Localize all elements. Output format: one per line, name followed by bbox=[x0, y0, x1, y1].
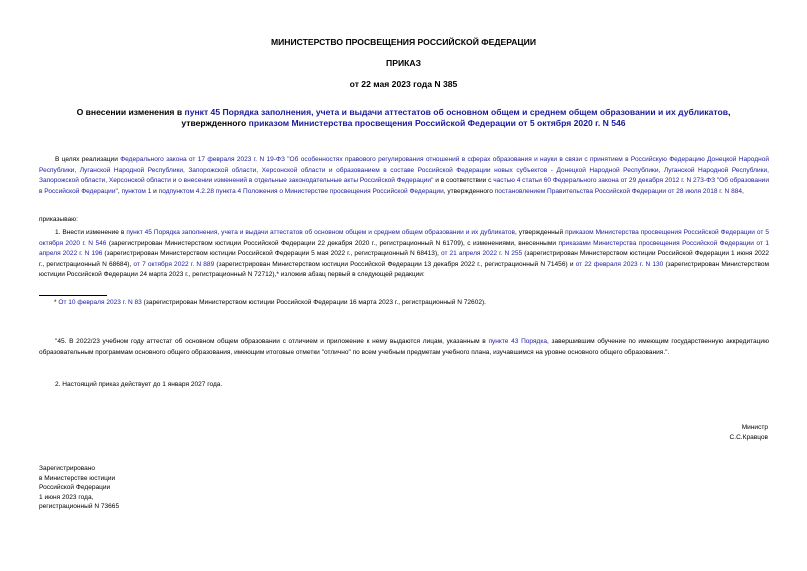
preamble-text-2: и в соответствии с bbox=[433, 177, 494, 185]
preamble-text-5: , утвержденного bbox=[443, 187, 495, 195]
item1-text-5: (зарегистрирован Министерством юстиции Российской Федерации 1 июня 2022 г., регистрационный N 68684), bbox=[39, 250, 770, 268]
link-order-255[interactable]: от 21 апреля 2022 г. N 255 bbox=[440, 250, 523, 258]
link-government-decree-884[interactable]: постановлением Правительства Российской Федерации от 28 июля 2018 г. N 884 bbox=[494, 187, 743, 195]
orders-word: приказываю: bbox=[39, 216, 78, 223]
link-order-196[interactable]: приказами Министерства просвещения Российской Федерации от 1 апреля 2022 г. N 196 bbox=[39, 239, 769, 258]
footnote-marker: * bbox=[54, 299, 59, 306]
link-order-130[interactable]: от 22 февраля 2023 г. N 130 bbox=[575, 260, 664, 268]
title-link-order-546[interactable]: приказом Министерства просвещения Российской Федерации от 5 октября 2020 г. N 546 bbox=[248, 118, 626, 128]
date-number: от 22 мая 2023 года N 385 bbox=[349, 79, 458, 89]
footnote-separator bbox=[39, 295, 107, 296]
signature-block bbox=[730, 423, 768, 442]
item1-text-6: (зарегистрирован Министерством юстиции Российской Федерации 13 декабря 2022 г., регистрационный N 71456) и bbox=[214, 260, 576, 268]
registration-line: 1 июня 2023 года, bbox=[39, 493, 94, 501]
preamble-paragraph bbox=[39, 155, 769, 197]
preamble-text-3: , bbox=[117, 187, 122, 195]
quote-text-2: , завершившим обучение по имеющим государственную аккредитацию образовательным программам основного общего образования, имеющим итоговые отметки "отлично" по всем учебным предметам учебного плана, изучавшимся на уровне основного общего образования.". bbox=[39, 338, 769, 356]
item1-text-7: (зарегистрирован Министерством юстиции Российской Федерации 24 марта 2023 г., регистрационный N 72712),* изложив абзац первый в следующей редакции: bbox=[39, 260, 769, 279]
preamble-text-4: и bbox=[151, 187, 159, 195]
document-title bbox=[55, 107, 752, 129]
link-law-273fz[interactable]: частью 4 статьи 60 Федерального закона от 29 декабря 2012 г. N 273-ФЗ "Об образовании в Российской Федерации" bbox=[39, 177, 769, 195]
footnote-text: (зарегистрирован Министерством юстиции Российской Федерации 16 марта 2023 г., регистрационный N 72602). bbox=[141, 299, 486, 306]
registration-line: Российской Федерации bbox=[39, 484, 111, 491]
doc-type-heading: ПРИКАЗ bbox=[386, 58, 421, 68]
link-point-43[interactable]: пункте 43 Порядка bbox=[488, 338, 548, 345]
item1-text-4: (зарегистрирован Министерством юстиции Российской Федерации 5 мая 2022 г., регистрационный N 68413), bbox=[102, 250, 441, 258]
registration-line: в Министерстве юстиции bbox=[39, 474, 116, 482]
item-1-paragraph bbox=[39, 228, 769, 281]
item1-text-2: , утвержденный bbox=[514, 229, 566, 236]
title-prefix: О внесении изменения в bbox=[76, 107, 185, 117]
title-link-procedure[interactable]: пункт 45 Порядка заполнения, учета и выдачи аттестатов об основном общем и среднем общем образовании и их дубликатов bbox=[184, 107, 729, 117]
signature-title: Министр bbox=[741, 424, 768, 431]
title-mid: , утвержденного bbox=[181, 107, 731, 128]
item-2-paragraph: 2. Настоящий приказ действует до 1 января 2027 года. bbox=[55, 381, 223, 388]
quoted-point-45 bbox=[39, 337, 769, 358]
item1-text-1: 1. Внести изменение в bbox=[55, 229, 127, 236]
ministry-heading: МИНИСТЕРСТВО ПРОСВЕЩЕНИЯ РОССИЙСКОЙ ФЕДЕРАЦИИ bbox=[270, 37, 537, 47]
link-point-1[interactable]: пунктом 1 bbox=[121, 187, 152, 195]
link-federal-law-19fz[interactable]: Федерального закона от 17 февраля 2023 г. N 19-ФЗ "Об особенностях правового регулирования отношений в сферах образования и науки в связи с принятием в Российскую Федерацию Донецкой Народной Республики, Луганской Народной Республики, Запорожской области, Херсонской области и образованием в составе Российской Федерации новых субъектов - Донецкой Народной Республики, Луганской Народной Республики, Запорожской области, Херсонской области и о внесении изменений в отдельные законодательные акты Российской Федерации" bbox=[39, 156, 770, 185]
quote-text-1: "45. В 2022/23 учебном году аттестат об основном общем образовании с отличием и приложение к нему выдаются лицам, указанным в bbox=[55, 338, 489, 345]
registration-line: регистрационный N 73665 bbox=[39, 503, 120, 510]
link-item1-order-546[interactable]: приказом Министерства просвещения Российской Федерации от 5 октября 2020 г. N 546 bbox=[39, 229, 769, 247]
signature-name: С.С.Кравцов bbox=[729, 433, 768, 441]
footnote bbox=[54, 298, 769, 309]
registration-line: Зарегистрировано bbox=[39, 465, 96, 472]
link-order-889[interactable]: от 7 октября 2022 г. N 889 bbox=[133, 260, 215, 268]
item1-text-3: (зарегистрирован Министерством юстиции Российской Федерации 22 декабря 2020 г., регистрационный N 61709), с изменениями, внесенными bbox=[106, 239, 559, 247]
preamble-text-6: , bbox=[742, 187, 744, 195]
preamble-text-1: В целях реализации bbox=[55, 156, 121, 163]
link-footnote-order-83[interactable]: От 10 февраля 2023 г. N 83 bbox=[58, 299, 142, 306]
link-item1-point-45[interactable]: пункт 45 Порядка заполнения, учета и выдачи аттестатов об основном общем и среднем общем образовании и их дубликатов bbox=[126, 229, 515, 236]
registration-block bbox=[39, 464, 119, 512]
link-subpoint-4-2-28[interactable]: подпунктом 4.2.28 пункта 4 Положения о Министерстве просвещения Российской Федерации bbox=[158, 187, 444, 195]
